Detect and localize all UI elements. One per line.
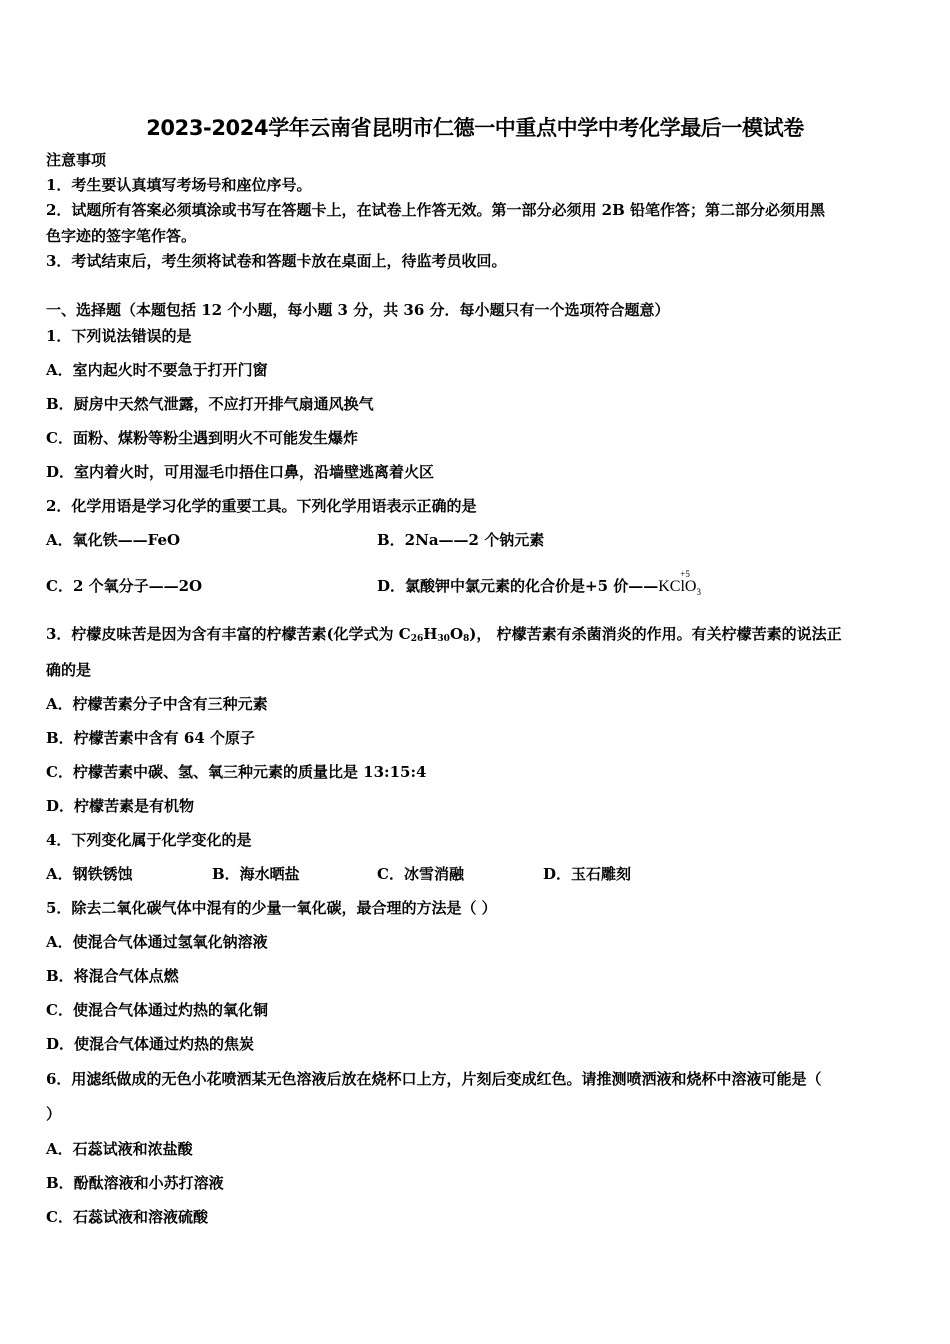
- potassium-chlorate-formula: [658, 569, 701, 597]
- q3-option-a: A．柠檬苦素分子中含有三种元素: [46, 695, 268, 713]
- q4-option-b: B．海水晒盐: [212, 865, 300, 883]
- q4-option-a: A．钢铁锈蚀: [46, 865, 133, 883]
- q3-stem-continued: 确的是: [46, 661, 92, 679]
- formula-main: KClO: [658, 578, 697, 595]
- q5-option-a: A．使混合气体通过氢氧化钠溶液: [46, 933, 268, 951]
- valence-mark: +5: [680, 569, 690, 579]
- q5-option-c: C．使混合气体通过灼热的氧化铜: [46, 1001, 268, 1019]
- q1-option-d: D．室内着火时，可用湿毛巾捂住口鼻，沿墙壁逃离着火区: [46, 463, 435, 481]
- q3-stem-part: 3．柠檬皮味苦是因为含有丰富的柠檬苦素(化学式为 C: [46, 625, 411, 643]
- q1-option-b: B．厨房中天然气泄露，不应打开排气扇通风换气: [46, 395, 374, 413]
- q6-stem: 6．用滤纸做成的无色小花喷洒某无色溶液后放在烧杯口上方，片刻后变成红色。请推测喷洒液和烧杯中溶液可能是（: [46, 1070, 822, 1088]
- q2-option-c: C．2 个氧分子——2O: [46, 577, 203, 595]
- q4-option-c: C．冰雪消融: [377, 865, 464, 883]
- q5-option-d: D．使混合气体通过灼热的焦炭: [46, 1035, 255, 1053]
- hydrogen-subscript: 30: [437, 634, 450, 644]
- q4-option-d: D．玉石雕刻: [543, 865, 632, 883]
- q2-option-d: [377, 569, 701, 602]
- q1-option-c: C．面粉、煤粉等粉尘遇到明火不可能发生爆炸: [46, 429, 358, 447]
- notice-heading: 注意事项: [46, 151, 107, 169]
- notice-item: 色字迹的签字笔作答。: [46, 227, 197, 245]
- q5-stem: 5．除去二氧化碳气体中混有的少量一氧化碳，最合理的方法是（ ）: [46, 899, 497, 917]
- q3-stem-part: )， 柠檬苦素有杀菌消炎的作用。有关柠檬苦素的说法正: [469, 625, 842, 643]
- q2-stem: 2．化学用语是学习化学的重要工具。下列化学用语表示正确的是: [46, 497, 477, 515]
- formula-subscript: 3: [696, 587, 701, 597]
- q3-option-c: C．柠檬苦素中碳、氢、氧三种元素的质量比是 13:15:4: [46, 763, 427, 781]
- q6-option-c: C．石蕊试液和溶液硫酸: [46, 1208, 208, 1226]
- carbon-subscript: 26: [410, 634, 424, 644]
- q4-stem: 4．下列变化属于化学变化的是: [46, 831, 252, 849]
- q6-option-b: B．酚酞溶液和小苏打溶液: [46, 1174, 224, 1192]
- q3-option-b: B．柠檬苦素中含有 64 个原子: [46, 729, 255, 747]
- q6-option-a: A．石蕊试液和浓盐酸: [46, 1140, 193, 1158]
- q6-stem-continued: ）: [46, 1105, 62, 1123]
- q1-stem: 1．下列说法错误的是: [46, 327, 192, 345]
- section-heading: 一、选择题（本题包括 12 个小题，每小题 3 分，共 36 分．每小题只有一个选项符合题意）: [46, 301, 670, 319]
- notice-item: 2．试题所有答案必须填涂或书写在答题卡上，在试卷上作答无效。第一部分必须用 2B 铅笔作答；第二部分必须用黑: [46, 201, 826, 219]
- q3-hydrogen: H: [423, 625, 438, 643]
- q3-option-d: D．柠檬苦素是有机物: [46, 797, 195, 815]
- q2-option-d-text: D．氯酸钾中氯元素的化合价是+5 价——: [377, 577, 659, 595]
- notice-item: 3．考试结束后，考生须将试卷和答题卡放在桌面上，待监考员收回。: [46, 252, 507, 270]
- page-title: 2023-2024学年云南省昆明市仁德一中重点中学中考化学最后一模试卷: [146, 116, 804, 140]
- q2-option-a: A．氧化铁——FeO: [46, 531, 181, 549]
- oxygen-subscript: 8: [463, 634, 470, 644]
- q5-option-b: B．将混合气体点燃: [46, 967, 179, 985]
- q2-option-b: B．2Na——2 个钠元素: [377, 531, 545, 549]
- q3-oxygen: O: [449, 625, 464, 643]
- q1-option-a: A．室内起火时不要急于打开门窗: [46, 361, 268, 379]
- notice-item: 1．考生要认真填写考场号和座位序号。: [46, 176, 312, 194]
- q3-stem: [46, 624, 842, 649]
